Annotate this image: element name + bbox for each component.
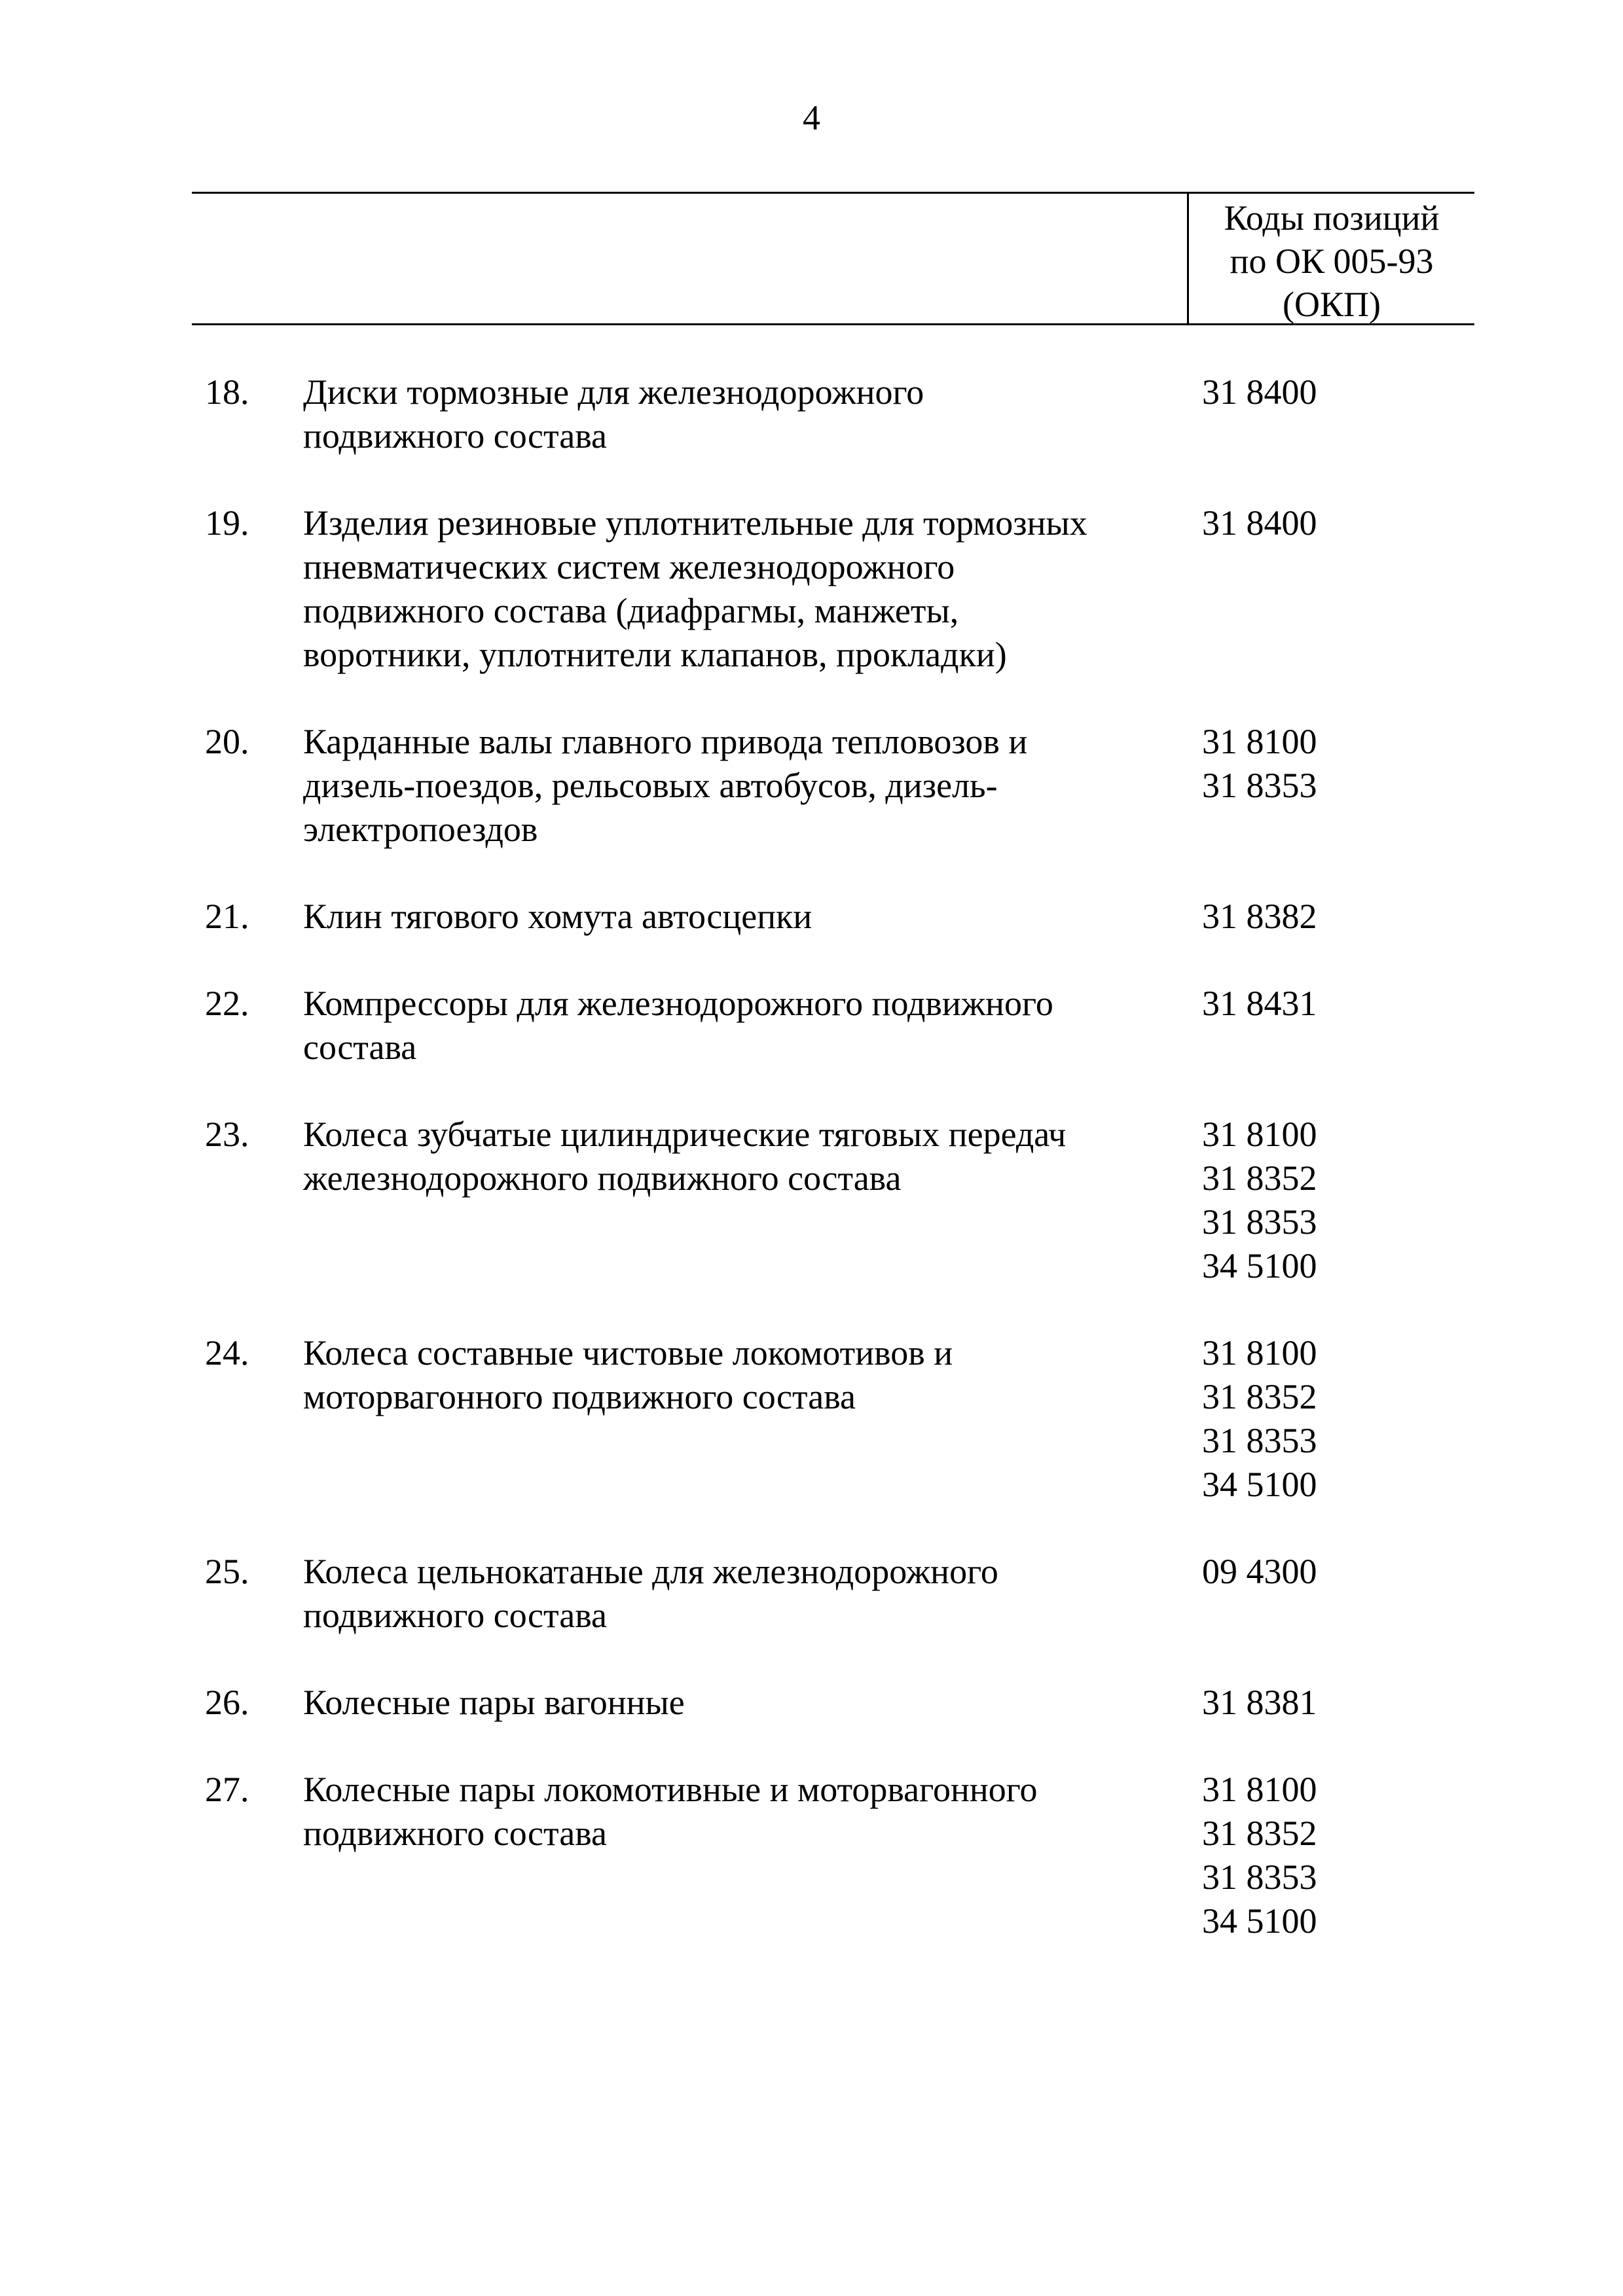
entry-number: 22. xyxy=(205,984,249,1023)
entry-name xyxy=(303,1331,1154,1419)
entry-name xyxy=(303,720,1154,852)
entry-name-line: подвижного состава xyxy=(303,416,607,456)
entry-name xyxy=(303,501,1154,677)
entry-number: 21. xyxy=(205,897,249,936)
okp-code: 31 8400 xyxy=(1202,372,1317,412)
entry-name-line: подвижного состава (диафрагмы, манжеты, xyxy=(303,591,959,630)
entry-name xyxy=(303,1681,1154,1725)
entry-codes xyxy=(1202,1681,1317,1725)
list-item xyxy=(0,1681,1623,1725)
codes-header-line: по ОК 005-93 xyxy=(1230,242,1434,281)
entry-name-line: моторвагонного подвижного состава xyxy=(303,1377,856,1416)
entry-name-line: Изделия резиновые уплотнительные для тормозных xyxy=(303,503,1087,543)
entry-name-line: пневматических систем железнодорожного xyxy=(303,547,955,586)
entry-number: 26. xyxy=(205,1683,249,1722)
entry-name xyxy=(303,1113,1154,1200)
codes-header-line: (ОКП) xyxy=(1283,285,1381,324)
entry-codes xyxy=(1202,982,1317,1026)
list-item xyxy=(0,1550,1623,1638)
entry-codes xyxy=(1202,1768,1317,1943)
okp-code: 31 8352 xyxy=(1202,1377,1317,1416)
entry-codes xyxy=(1202,895,1317,939)
okp-code: 34 5100 xyxy=(1202,1465,1317,1504)
entry-name xyxy=(303,895,1154,939)
okp-code: 31 8353 xyxy=(1202,766,1317,805)
entry-name-line: воротники, уплотнители клапанов, прокладки) xyxy=(303,635,1007,674)
okp-code: 34 5100 xyxy=(1202,1246,1317,1285)
entry-name xyxy=(303,982,1154,1069)
entry-name-line: Диски тормозные для железнодорожного xyxy=(303,372,924,412)
entry-name-line: Колеса зубчатые цилиндрические тяговых передач xyxy=(303,1115,1067,1154)
okp-code: 31 8382 xyxy=(1202,897,1317,936)
entry-codes xyxy=(1202,370,1317,414)
table-header xyxy=(192,192,1474,325)
entry-name-line: Колеса составные чистовые локомотивов и xyxy=(303,1333,953,1372)
entry-name-line: подвижного состава xyxy=(303,1596,607,1635)
codes-header-line: Коды позиций xyxy=(1224,198,1440,238)
list-item xyxy=(0,501,1623,677)
list-item xyxy=(0,1113,1623,1288)
entry-codes xyxy=(1202,1331,1317,1507)
entry-list xyxy=(0,370,1623,1986)
entry-name-line: Карданные валы главного привода тепловозов и xyxy=(303,722,1028,761)
okp-code: 31 8100 xyxy=(1202,1115,1317,1154)
entry-name-line: подвижного состава xyxy=(303,1814,607,1853)
entry-name-line: Компрессоры для железнодорожного подвижного xyxy=(303,984,1053,1023)
entry-name-line: Колесные пары локомотивные и моторвагонного xyxy=(303,1770,1038,1809)
okp-code: 31 8353 xyxy=(1202,1202,1317,1242)
entry-name-line: состава xyxy=(303,1028,417,1067)
okp-code: 31 8353 xyxy=(1202,1421,1317,1460)
entry-name-line: электропоездов xyxy=(303,810,538,849)
entry-name-line: Колесные пары вагонные xyxy=(303,1683,685,1722)
list-item xyxy=(0,1331,1623,1507)
list-item xyxy=(0,720,1623,852)
entry-number: 23. xyxy=(205,1115,249,1154)
entry-number: 18. xyxy=(205,372,249,412)
okp-code: 34 5100 xyxy=(1202,1901,1317,1941)
entry-name-line: Колеса цельнокатаные для железнодорожного xyxy=(303,1552,998,1591)
entry-name xyxy=(303,1768,1154,1856)
entry-name xyxy=(303,370,1154,458)
okp-code: 31 8400 xyxy=(1202,503,1317,543)
list-item xyxy=(0,1768,1623,1943)
okp-code: 31 8100 xyxy=(1202,722,1317,761)
entry-codes xyxy=(1202,501,1317,545)
entry-codes xyxy=(1202,720,1317,808)
entry-name-line: дизель-поездов, рельсовых автобусов, дизель- xyxy=(303,766,998,805)
entry-codes xyxy=(1202,1550,1317,1594)
entry-number: 19. xyxy=(205,503,249,543)
okp-code: 31 8352 xyxy=(1202,1158,1317,1198)
okp-code: 31 8100 xyxy=(1202,1770,1317,1809)
codes-column-header xyxy=(1189,196,1474,326)
okp-code: 09 4300 xyxy=(1202,1552,1317,1591)
list-item xyxy=(0,370,1623,458)
okp-code: 31 8100 xyxy=(1202,1333,1317,1372)
okp-code: 31 8352 xyxy=(1202,1814,1317,1853)
page-number: 4 xyxy=(803,98,820,137)
entry-number: 24. xyxy=(205,1333,249,1372)
entry-codes xyxy=(1202,1113,1317,1288)
list-item xyxy=(0,982,1623,1069)
entry-name-line: Клин тягового хомута автосцепки xyxy=(303,897,812,936)
okp-code: 31 8381 xyxy=(1202,1683,1317,1722)
entry-name-line: железнодорожного подвижного состава xyxy=(303,1158,902,1198)
entry-number: 20. xyxy=(205,722,249,761)
entry-number: 27. xyxy=(205,1770,249,1809)
okp-code: 31 8353 xyxy=(1202,1857,1317,1897)
list-item xyxy=(0,895,1623,939)
entry-number: 25. xyxy=(205,1552,249,1591)
entry-name xyxy=(303,1550,1154,1638)
okp-code: 31 8431 xyxy=(1202,984,1317,1023)
